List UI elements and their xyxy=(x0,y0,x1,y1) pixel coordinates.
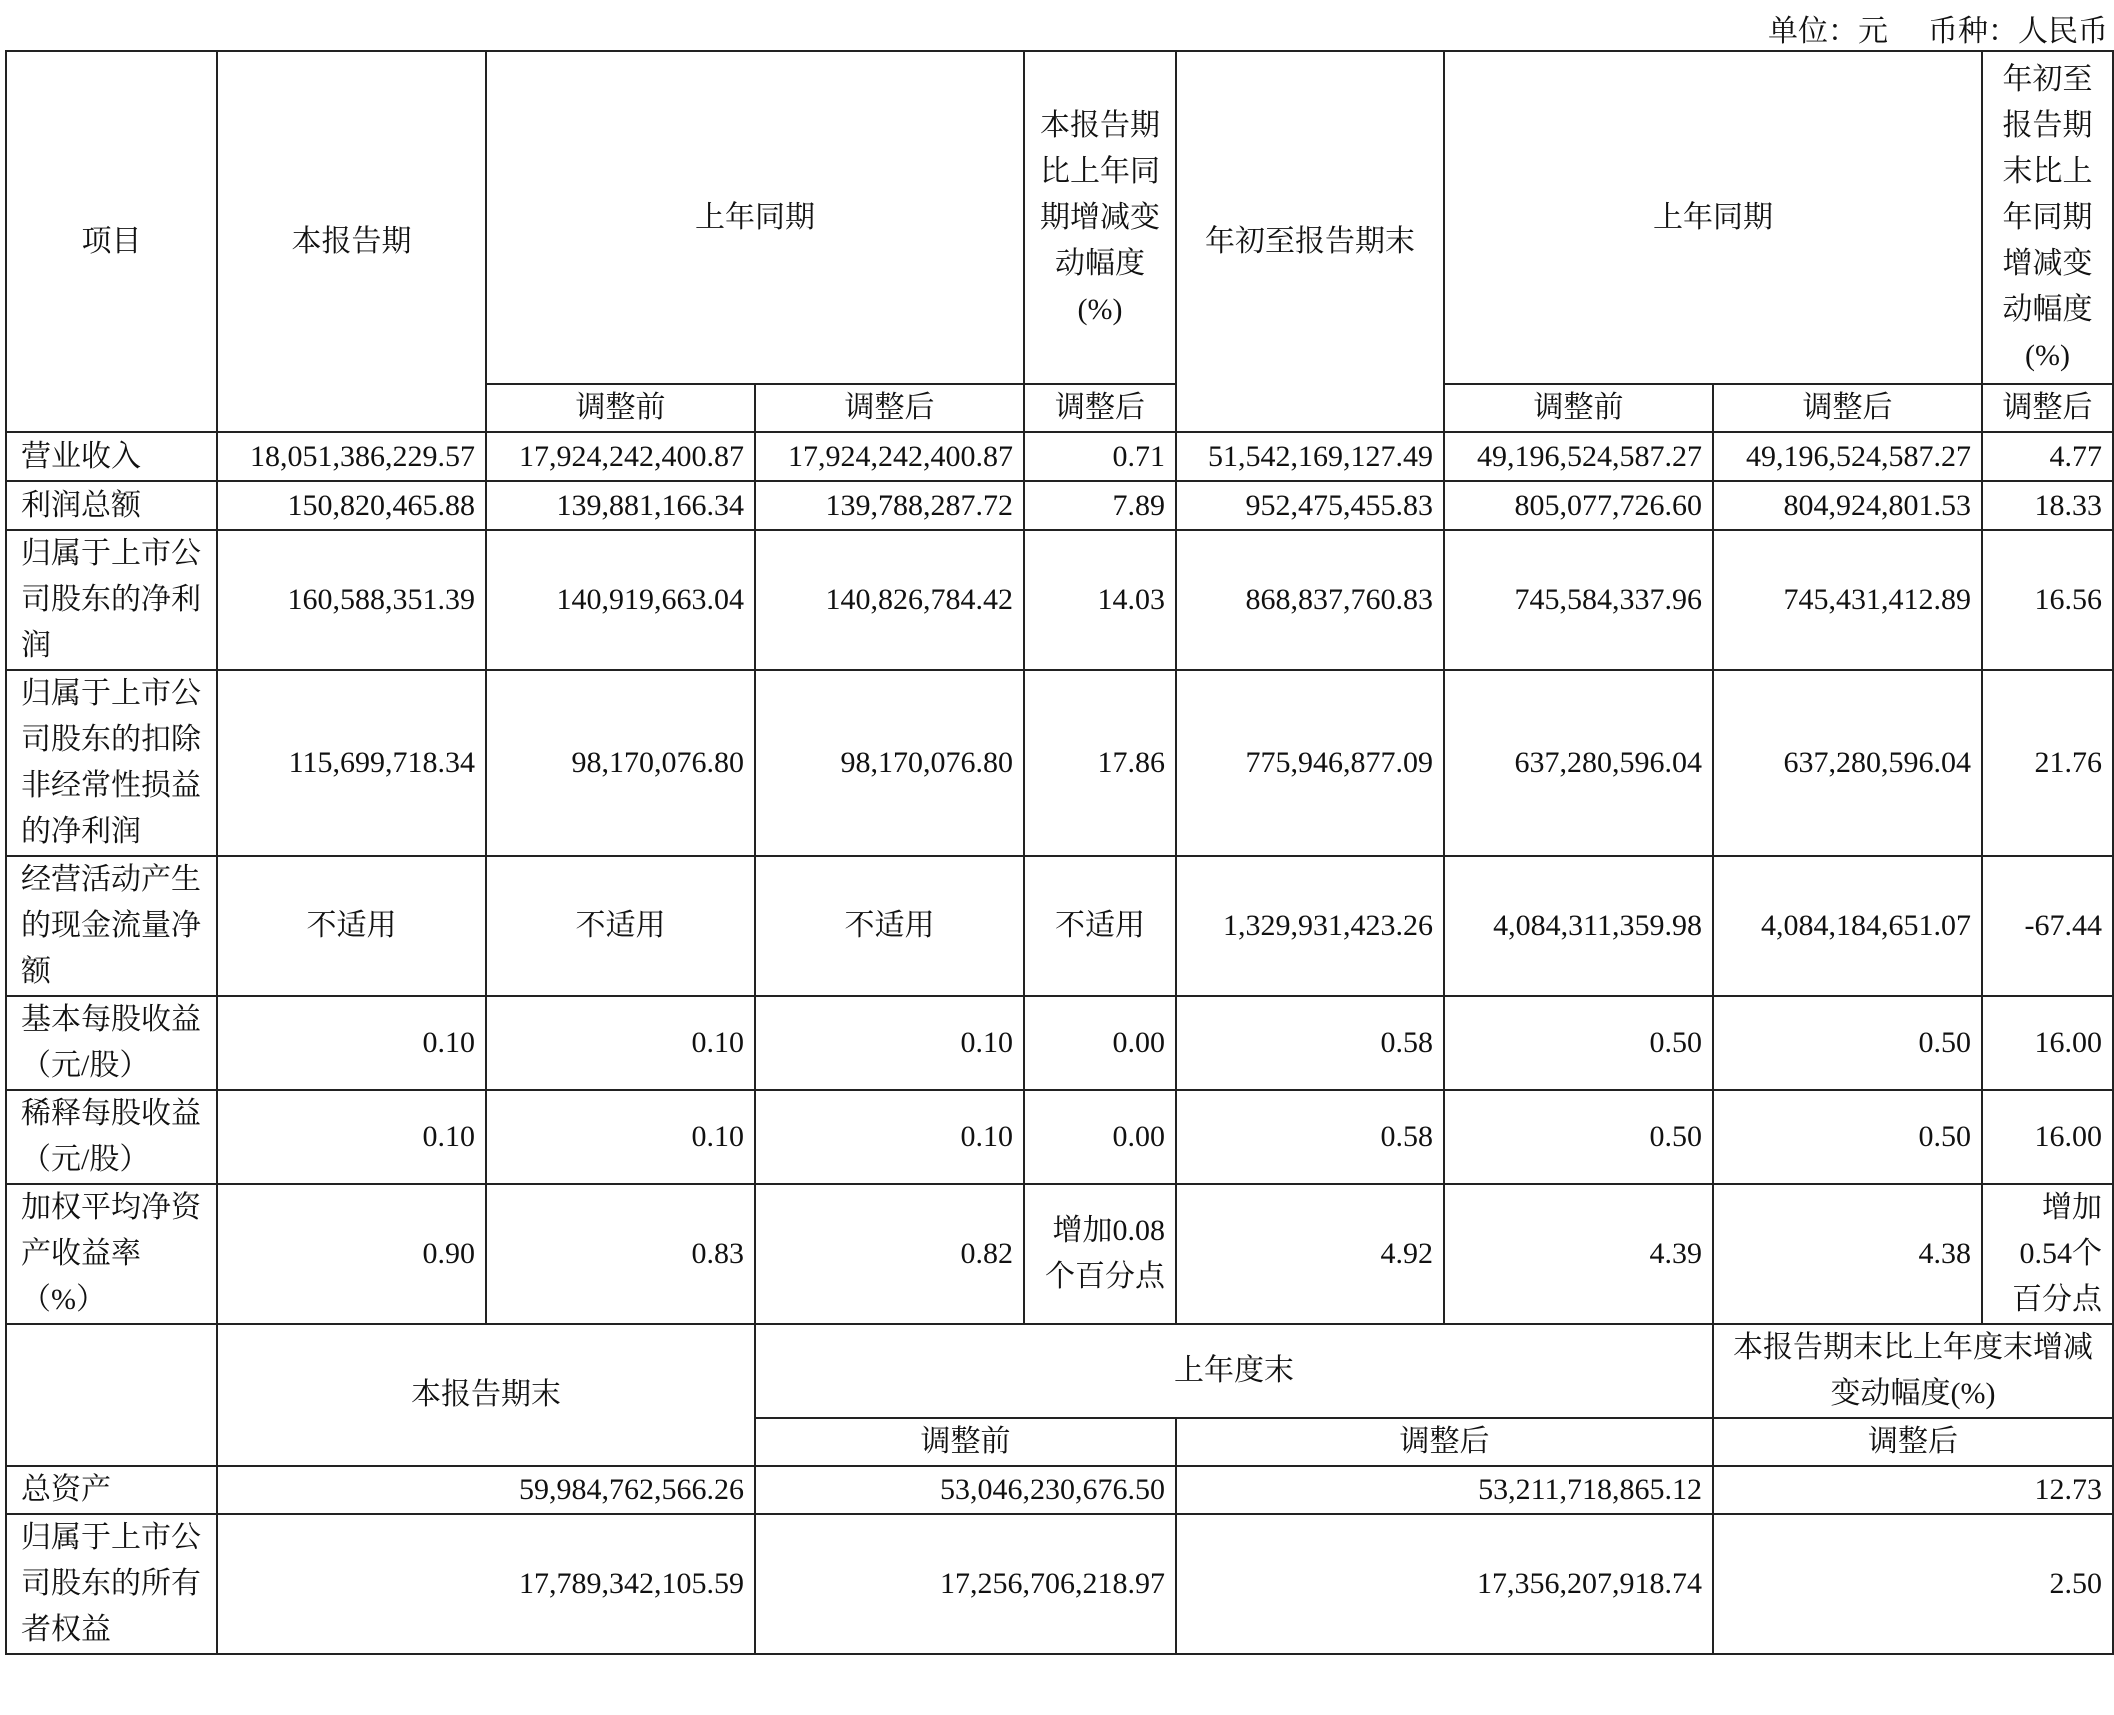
financial-data-table xyxy=(5,50,2114,1655)
table-cell: 868,837,760.83 xyxy=(1176,530,1444,670)
table-cell: 0.71 xyxy=(1024,432,1176,481)
header-after-adj-change: 调整后 xyxy=(1024,384,1176,432)
header-after-adj: 调整后 xyxy=(755,384,1024,432)
table-cell: 59,984,762,566.26 xyxy=(217,1466,755,1514)
table-cell: 17,256,706,218.97 xyxy=(755,1514,1176,1654)
header-before-adj: 调整前 xyxy=(486,384,755,432)
table-cell: 98,170,076.80 xyxy=(755,670,1024,856)
table-cell: 49,196,524,587.27 xyxy=(1713,432,1982,481)
table-cell: 0.10 xyxy=(217,1090,486,1184)
row-label: 加权平均净资产收益率（%） xyxy=(6,1184,217,1324)
table-cell: 0.50 xyxy=(1713,996,1982,1090)
table-cell: 16.00 xyxy=(1982,996,2113,1090)
table-cell: 0.10 xyxy=(486,1090,755,1184)
table-cell: 139,881,166.34 xyxy=(486,481,755,530)
table-cell: 98,170,076.80 xyxy=(486,670,755,856)
table-cell: 0.10 xyxy=(217,996,486,1090)
table-cell: 0.83 xyxy=(486,1184,755,1324)
table-cell: 952,475,455.83 xyxy=(1176,481,1444,530)
table-cell: 160,588,351.39 xyxy=(217,530,486,670)
table-cell: 0.58 xyxy=(1176,1090,1444,1184)
currency-label: 币种：人民币 xyxy=(1928,15,2108,48)
table-row xyxy=(6,432,2113,481)
row-label: 归属于上市公司股东的所有者权益 xyxy=(6,1514,217,1654)
table-cell: 7.89 xyxy=(1024,481,1176,530)
table-cell: 4.39 xyxy=(1444,1184,1713,1324)
balance-header-after-adj: 调整后 xyxy=(1176,1418,1713,1466)
table-cell: 0.58 xyxy=(1176,996,1444,1090)
table-cell: 745,584,337.96 xyxy=(1444,530,1713,670)
header-before-adj-2: 调整前 xyxy=(1444,384,1713,432)
row-label: 归属于上市公司股东的净利润 xyxy=(6,530,217,670)
table-cell: 0.50 xyxy=(1713,1090,1982,1184)
table-cell: 637,280,596.04 xyxy=(1713,670,1982,856)
row-label: 基本每股收益（元/股） xyxy=(6,996,217,1090)
table-cell: 16.00 xyxy=(1982,1090,2113,1184)
table-cell: 0.82 xyxy=(755,1184,1024,1324)
row-label: 总资产 xyxy=(6,1466,217,1514)
balance-header-before-adj: 调整前 xyxy=(755,1418,1176,1466)
header-same-period-last-year: 上年同期 xyxy=(486,51,1024,384)
table-cell: 21.76 xyxy=(1982,670,2113,856)
table-cell: 150,820,465.88 xyxy=(217,481,486,530)
table-cell: 17,356,207,918.74 xyxy=(1176,1514,1713,1654)
header-item: 项目 xyxy=(6,51,217,432)
balance-header-period-end: 本报告期末 xyxy=(217,1324,755,1466)
table-cell: 4,084,184,651.07 xyxy=(1713,856,1982,996)
table-cell: 不适用 xyxy=(486,856,755,996)
table-cell: 1,329,931,423.26 xyxy=(1176,856,1444,996)
header-after-adj-2: 调整后 xyxy=(1713,384,1982,432)
balance-header-row xyxy=(6,1324,2113,1418)
row-label: 经营活动产生的现金流量净额 xyxy=(6,856,217,996)
balance-header-after-adj-2: 调整后 xyxy=(1713,1418,2113,1466)
table-cell: 0.50 xyxy=(1444,996,1713,1090)
table-cell: -67.44 xyxy=(1982,856,2113,996)
table-row xyxy=(6,996,2113,1090)
header-after-adj-change-2: 调整后 xyxy=(1982,384,2113,432)
header-current-period: 本报告期 xyxy=(217,51,486,432)
table-cell: 17,924,242,400.87 xyxy=(755,432,1024,481)
header-period-change: 本报告期比上年同期增减变动幅度(%) xyxy=(1024,51,1176,384)
table-cell: 0.10 xyxy=(755,996,1024,1090)
table-cell: 18.33 xyxy=(1982,481,2113,530)
table-cell: 17,924,242,400.87 xyxy=(486,432,755,481)
table-cell: 805,077,726.60 xyxy=(1444,481,1713,530)
table-cell: 增加0.08个百分点 xyxy=(1024,1184,1176,1324)
table-cell: 0.10 xyxy=(486,996,755,1090)
table-cell: 4,084,311,359.98 xyxy=(1444,856,1713,996)
table-cell: 53,046,230,676.50 xyxy=(755,1466,1176,1514)
table-cell: 不适用 xyxy=(217,856,486,996)
table-cell: 51,542,169,127.49 xyxy=(1176,432,1444,481)
table-cell: 4.38 xyxy=(1713,1184,1982,1324)
table-cell: 53,211,718,865.12 xyxy=(1176,1466,1713,1514)
table-cell: 0.00 xyxy=(1024,996,1176,1090)
table-cell: 2.50 xyxy=(1713,1514,2113,1654)
table-cell: 增加0.54个百分点 xyxy=(1982,1184,2113,1324)
table-cell: 775,946,877.09 xyxy=(1176,670,1444,856)
header-ytd-change: 年初至报告期末比上年同期增减变动幅度(%) xyxy=(1982,51,2113,384)
row-label: 营业收入 xyxy=(6,432,217,481)
table-cell: 49,196,524,587.27 xyxy=(1444,432,1713,481)
table-cell: 0.50 xyxy=(1444,1090,1713,1184)
table-row xyxy=(6,530,2113,670)
unit-currency-note xyxy=(1768,6,2108,50)
table-cell: 140,826,784.42 xyxy=(755,530,1024,670)
table-row xyxy=(6,1514,2113,1654)
row-label: 稀释每股收益（元/股） xyxy=(6,1090,217,1184)
table-cell: 17.86 xyxy=(1024,670,1176,856)
balance-header-empty xyxy=(6,1324,217,1466)
table-row xyxy=(6,1090,2113,1184)
table-cell: 0.90 xyxy=(217,1184,486,1324)
table-cell: 745,431,412.89 xyxy=(1713,530,1982,670)
table-row xyxy=(6,856,2113,996)
row-label: 利润总额 xyxy=(6,481,217,530)
table-cell: 不适用 xyxy=(755,856,1024,996)
table-row xyxy=(6,670,2113,856)
header-ytd: 年初至报告期末 xyxy=(1176,51,1444,432)
table-cell: 18,051,386,229.57 xyxy=(217,432,486,481)
table-cell: 0.10 xyxy=(755,1090,1024,1184)
table-cell: 637,280,596.04 xyxy=(1444,670,1713,856)
table-cell: 12.73 xyxy=(1713,1466,2113,1514)
table-cell: 4.77 xyxy=(1982,432,2113,481)
table-cell: 17,789,342,105.59 xyxy=(217,1514,755,1654)
table-row xyxy=(6,1184,2113,1324)
table-cell: 14.03 xyxy=(1024,530,1176,670)
row-label: 归属于上市公司股东的扣除非经常性损益的净利润 xyxy=(6,670,217,856)
unit-label: 单位：元 xyxy=(1768,15,1888,48)
table-cell: 140,919,663.04 xyxy=(486,530,755,670)
table-row xyxy=(6,481,2113,530)
table-cell: 16.56 xyxy=(1982,530,2113,670)
table-cell: 不适用 xyxy=(1024,856,1176,996)
table-cell: 139,788,287.72 xyxy=(755,481,1024,530)
balance-header-change: 本报告期末比上年度末增减变动幅度(%) xyxy=(1713,1324,2113,1418)
table-row xyxy=(6,1466,2113,1514)
table-cell: 4.92 xyxy=(1176,1184,1444,1324)
table-cell: 804,924,801.53 xyxy=(1713,481,1982,530)
table-cell: 0.00 xyxy=(1024,1090,1176,1184)
table-cell: 115,699,718.34 xyxy=(217,670,486,856)
balance-header-last-year-end: 上年度末 xyxy=(755,1324,1713,1418)
header-same-period-last-year-2: 上年同期 xyxy=(1444,51,1982,384)
